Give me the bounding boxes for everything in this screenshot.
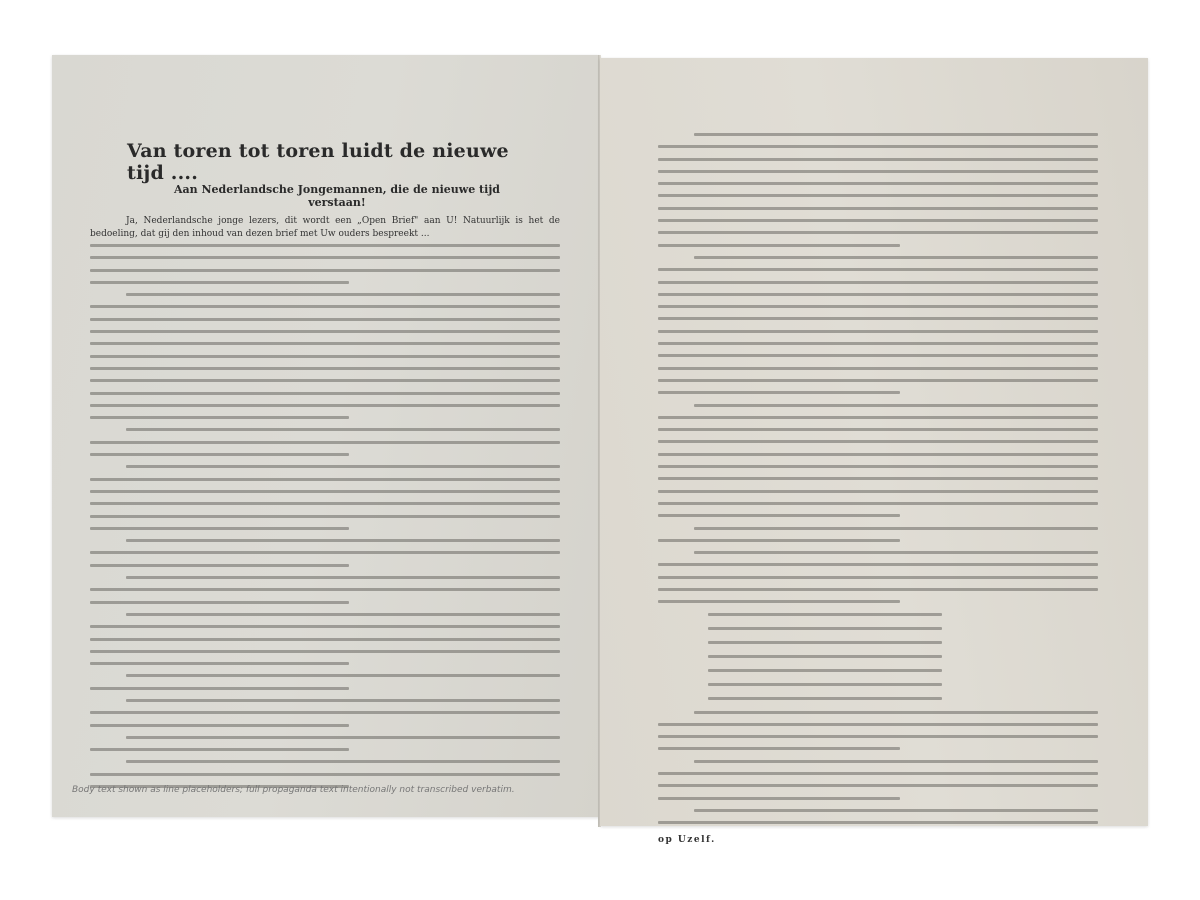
- document-subtitle: Aan Nederlandsche Jongemannen, die de nieuwe tijd verstaan!: [173, 183, 500, 209]
- opening-excerpt: Ja, Nederlandsche jonge lezers, dit wordt een „Open Brief" aan U! Natuurlijk is het de bedoeling, dat gij den inhoud van dezen brief met Uw ouders bespreekt ...: [90, 216, 560, 239]
- closing-words: op Uzelf.: [658, 834, 716, 845]
- right-body-text: [658, 133, 1098, 846]
- left-page: [52, 55, 600, 817]
- document-title: Van toren tot toren luidt de nieuwe tijd ....: [127, 140, 509, 184]
- numbered-principles-list: [708, 613, 1098, 700]
- left-body-text: [90, 215, 560, 797]
- transcription-note: Body text shown as line placeholders; full propaganda text intentionally not transcribed verbatim.: [72, 785, 515, 795]
- right-page: [600, 58, 1148, 845]
